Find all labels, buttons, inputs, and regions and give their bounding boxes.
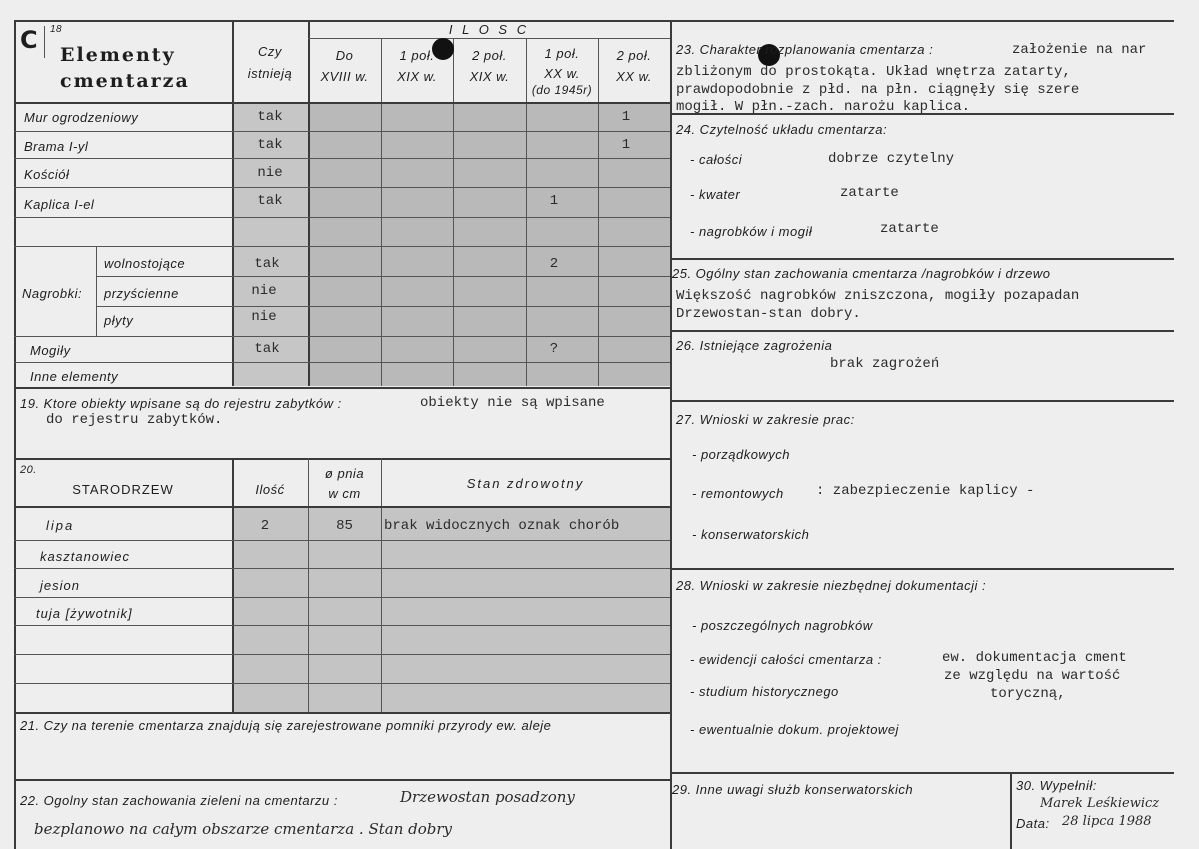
period-4-l1: 1 poł.: [544, 46, 580, 61]
s22-handwriting-2: bezplanowo na całym obszarze cmentarza . Stan dobry: [34, 820, 453, 838]
s30-signature: Marek Leśkiewicz: [1040, 796, 1160, 811]
row-line: [96, 306, 670, 307]
section-22-top: [14, 779, 670, 781]
s19-label: 19. Ktore obiekty wpisane są do rejestru zabytków :: [20, 396, 342, 411]
col-divider-p3: [453, 38, 454, 386]
s23-text-4: mogił. W płn.-zach. narożu kaplica.: [676, 99, 971, 115]
tree-name: jesion: [40, 578, 80, 593]
nagrobki-row-exists: nie: [251, 283, 277, 299]
s20-col-count: Ilość: [255, 482, 285, 497]
nagrobki-row-exists: nie: [251, 309, 277, 325]
tree-row-line: [14, 683, 670, 684]
s24-item-value: zatarte: [840, 185, 899, 201]
corner-code-bar: [44, 26, 45, 58]
s24-item-label: - kwater: [690, 187, 741, 202]
element-exists: nie: [257, 165, 283, 181]
period-1-l1: Do: [335, 48, 354, 63]
period-5-l2: XX w.: [616, 69, 652, 84]
s21-label: 21. Czy na terenie cmentarza znajdują się zarejestrowane pomniki przyrody ew. aleje: [20, 718, 552, 733]
element-label: Brama I-yl: [24, 139, 89, 154]
s28-item-label: - ewentualnie dokum. projektowej: [690, 722, 899, 737]
s28-item-label: - studium historycznego: [690, 684, 839, 699]
mogily-exists: tak: [254, 341, 280, 357]
nagrobki-row-count: 2: [549, 256, 559, 272]
s20-col-diam-1: ø pnia: [324, 466, 365, 481]
nagrobki-row-label: wolnostojące: [104, 256, 186, 271]
s19-value-1: obiekty nie są wpisane: [420, 395, 605, 411]
s25-label: 25. Ogólny stan zachowania cmentarza /nagrobków i drzewo: [672, 266, 1051, 281]
section-19-top: [14, 387, 670, 389]
element-count: 1: [621, 109, 631, 125]
s19-value-2: do rejestru zabytków.: [46, 412, 223, 428]
row-line: [14, 246, 670, 247]
section-20-top: [14, 458, 670, 460]
s28-label: 28. Wnioski w zakresie niezbędnej dokumentacji :: [676, 578, 987, 593]
tree-row-line: [14, 568, 670, 569]
tree-diam: 85: [336, 518, 353, 534]
s27-item-value: : zabezpieczenie kaplicy -: [816, 483, 1035, 499]
exists-header-1: Czy: [258, 44, 282, 59]
period-2-l2: XIX w.: [397, 69, 437, 84]
element-exists: tak: [257, 193, 283, 209]
s27-item-label: - remontowych: [692, 486, 784, 501]
tree-health: brak widocznych oznak chorób: [384, 518, 620, 534]
s30-date-label: Data:: [1016, 816, 1050, 831]
nagrobki-row-label: płyty: [104, 313, 134, 328]
s27-item-label: - porządkowych: [692, 447, 791, 462]
s26-top: [670, 330, 1174, 332]
s30-label: 30. Wypełnił:: [1016, 778, 1097, 793]
s20-col-diam-2: w cm: [328, 486, 361, 501]
tree-name: kasztanowiec: [40, 549, 131, 564]
element-label: Kaplica I-el: [24, 197, 95, 212]
row-line: [96, 276, 670, 277]
period-3-l2: XIX w.: [469, 69, 510, 84]
frame-center: [670, 20, 672, 849]
row-line: [14, 362, 670, 363]
s20-col-health: Stan zdrowotny: [466, 476, 585, 491]
s28-top: [670, 568, 1174, 570]
tree-header-bottom: [14, 506, 670, 508]
element-exists: tak: [257, 109, 283, 125]
period-4-l3: (do 1945r): [531, 83, 593, 97]
s28-note-3: toryczną,: [990, 686, 1066, 702]
row-line: [14, 187, 670, 188]
s27-label: 27. Wnioski w zakresie prac:: [676, 412, 855, 427]
s28-item-label: - ewidencji całości cmentarza :: [690, 652, 882, 667]
s20-num: 20.: [20, 464, 37, 476]
col-divider-p2: [381, 38, 382, 386]
s24-item-value: dobrze czytelny: [828, 151, 955, 167]
s22-handwriting-1: Drzewostan posadzony: [400, 788, 575, 806]
s25-text-1: Większość nagrobków zniszczona, mogiły pozapadan: [676, 288, 1080, 304]
s23-label: 23. Charakter rozplanowania cmentarza :: [676, 42, 934, 57]
s29-top: [670, 772, 1174, 774]
s30-divider: [1010, 772, 1012, 849]
s26-value: brak zagrożeń: [830, 356, 940, 372]
corner-code: C: [20, 26, 39, 54]
nagrobki-row-label: przyścienne: [104, 286, 179, 301]
tree-name: tuja [żywotnik]: [36, 606, 133, 621]
period-5-l1: 2 poł.: [616, 48, 652, 63]
tree-col-health: [381, 458, 382, 712]
title-line-1: Elementy: [60, 44, 176, 66]
row-line: [14, 336, 670, 337]
s24-item-value: zatarte: [880, 221, 939, 237]
s28-note-2: ze względu na wartość: [944, 668, 1121, 684]
ilosc-underline: [308, 38, 670, 39]
corner-num: 18: [50, 24, 63, 35]
tree-count: 2: [260, 518, 270, 534]
s27-item-label: - konserwatorskich: [692, 527, 810, 542]
nagrobki-row-exists: tak: [254, 256, 280, 272]
s24-item-label: - całości: [690, 152, 743, 167]
mogily-count: ?: [549, 341, 559, 357]
nagrobki-label: Nagrobki:: [22, 286, 83, 301]
s23-text-3: prawdopodobnie z płd. na płn. ciągnęły się szere: [676, 82, 1080, 98]
period-4-l2: XX w.: [544, 66, 580, 81]
s23-text-1: założenie na nar: [1012, 42, 1147, 58]
nagrobki-divider: [96, 246, 97, 336]
period-2-l1: 1 poł.: [399, 48, 435, 63]
mogily-label: Mogiły: [30, 343, 71, 358]
frame-left: [14, 20, 16, 849]
row-line: [14, 217, 670, 218]
section-21-top: [14, 712, 670, 714]
col-divider-p5: [598, 38, 599, 386]
tree-row-line: [14, 654, 670, 655]
element-count: 1: [549, 193, 559, 209]
exists-header-2: istnieją: [247, 66, 293, 81]
period-1-l2: XVIII w.: [320, 69, 369, 84]
s25-text-2: Drzewostan-stan dobry.: [676, 306, 861, 322]
s27-top: [670, 400, 1174, 402]
header-bottom-line: [14, 102, 670, 104]
tree-row-line: [14, 540, 670, 541]
period-3-l1: 2 poł.: [472, 48, 507, 63]
tree-row-line: [14, 625, 670, 626]
s24-item-label: - nagrobków i mogił: [690, 224, 813, 239]
row-line: [14, 158, 670, 159]
title-line-2: cmentarza: [60, 70, 190, 92]
s26-label: 26. Istniejące zagrożenia: [676, 338, 833, 353]
ilosc-header: I L O S C: [448, 22, 530, 37]
s28-note-1: ew. dokumentacja cment: [942, 650, 1127, 666]
element-count: 1: [621, 137, 631, 153]
tree-name: lipa: [46, 518, 75, 533]
s22-label: 22. Ogolny stan zachowania zieleni na cmentarzu :: [20, 793, 338, 808]
s20-col-name: STARODRZEW: [72, 482, 174, 497]
element-exists: tak: [257, 137, 283, 153]
s29-label: 29. Inne uwagi służb konserwatorskich: [672, 782, 914, 797]
tree-grid-shade: [232, 506, 670, 712]
element-label: Kościół: [24, 167, 70, 182]
s24-label: 24. Czytelność układu cmentarza:: [676, 122, 888, 137]
s25-top: [670, 258, 1174, 260]
tree-row-line: [14, 597, 670, 598]
s30-date-value: 28 lipca 1988: [1062, 814, 1152, 829]
s28-item-label: - poszczególnych nagrobków: [692, 618, 873, 633]
s23-text-2: zbliżonym do prostokąta. Układ wnętrza zatarty,: [676, 64, 1071, 80]
inne-label: Inne elementy: [30, 369, 119, 384]
element-label: Mur ogrodzeniowy: [24, 110, 139, 125]
row-line: [14, 131, 670, 132]
